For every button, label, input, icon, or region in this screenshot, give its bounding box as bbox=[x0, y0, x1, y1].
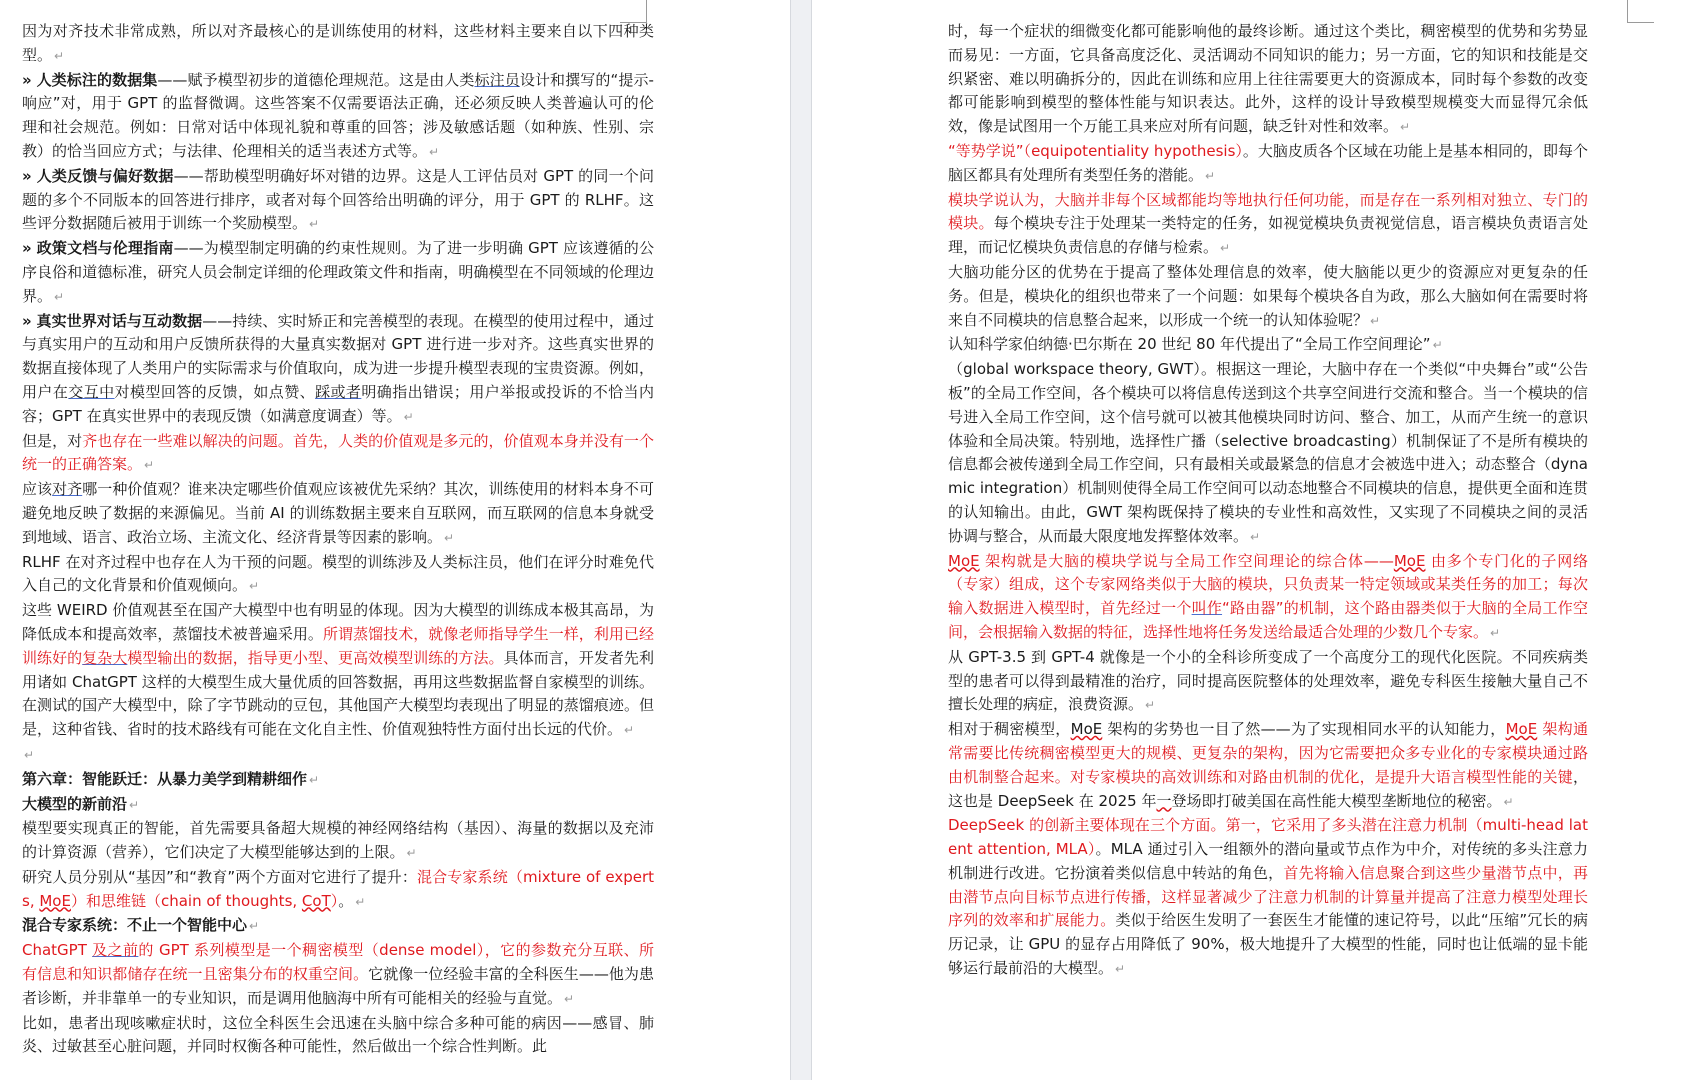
paragraph[interactable]: 大脑功能分区的优势在于提高了整体处理信息的效率，使大脑能以更少的资源应对更复杂的任务。但是，模块化的组织也带来了一个问题：如果每个模块各自为政，那么大脑如何在需要时将来自不同模块的信息整合起来，以形成一个统一的认知体验呢？ ↵ bbox=[948, 262, 1588, 329]
paragraph-mark-icon: ↵ bbox=[1250, 529, 1261, 544]
paragraph[interactable]: （global workspace theory, GWT）。根据这一理论，大脑中存在一个类似“中央舞台”或“公告板”的全局工作空间，各个模块可以将信息传送到这个共享空间进行交流和整合。当一个模块的信号进入全局工作空间，这个信号就可以被其他模块同时访问、整合、加工，从而产生统一的意识体验和全局决策。特别地，选择性广播（selective broadcasting）机制保证了不是所有模块的信息都会被传递到全局工作空间，只有最相关或最紧急的信息才会被选中进入；动态整合（dynamic integration）机制则使得全局工作空间可以动态地整合不同模块的信息，提供更全面和连贯的认知输出。由此，GWT 架构既保持了模块的专业性和高效性，又实现了不同模块之间的灵活协调与整合，从而最大限度地发挥整体效率。 ↵ bbox=[948, 360, 1588, 545]
page-corner-mark bbox=[1627, 0, 1654, 23]
paragraph[interactable]: 模型要实现真正的智能，首先需要具备超大规模的神经网络结构（基因）、海量的数据以及充沛的计算资源（营养），它们决定了大模型能够达到的上限。 ↵ bbox=[22, 819, 654, 862]
paragraph-mark-icon: ↵ bbox=[1205, 168, 1216, 183]
paragraph-mark-icon: ↵ bbox=[403, 409, 414, 424]
page-text-body[interactable] bbox=[948, 20, 1588, 982]
paragraph[interactable]: 从 GPT-3.5 到 GPT-4 就像是一个小的全科诊所变成了一个高度分工的现代化医院。不同疾病类型的患者可以得到最精准的治疗，同时提高医院整体的处理效率，避免专科医生接触大量自己不擅长处理的病症，浪费资源。 ↵ bbox=[948, 647, 1588, 714]
paragraph-mark-icon: ↵ bbox=[1490, 625, 1501, 640]
paragraph-mark-icon: ↵ bbox=[309, 772, 320, 787]
bullet-paragraph[interactable]: » 人类标注的数据集——赋予模型初步的道德伦理规范。这是由人类标注员设计和撰写的“提示-响应”对，用于 GPT 的监督微调。这些答案不仅需要语法正确，还必须反映人类普遍认可的伦理和社会规范。例如：日常对话中体现礼貌和尊重的回答；涉及敏感话题（如种族、性别、宗教）的恰当回应方式；与法律、伦理相关的适当表述方式等。 ↵ bbox=[22, 70, 654, 160]
page-gutter bbox=[790, 0, 812, 1080]
paragraph-mark-icon: ↵ bbox=[54, 289, 65, 304]
paragraph[interactable]: 认知科学家伯纳德·巴尔斯在 20 世纪 80 年代提出了“全局工作空间理论” ↵ bbox=[948, 335, 1443, 354]
document-page-left bbox=[0, 0, 790, 1080]
bullet-icon: » bbox=[22, 311, 32, 330]
bullet-paragraph[interactable]: » 真实世界对话与互动数据——持续、实时矫正和完善模型的表现。在模型的使用过程中，通过与真实用户的互动和用户反馈所获得的大量真实数据对 GPT 进行进一步对齐。这些真实世界的数据直接体现了人类用户的实际需求与价值取向，成为进一步提升模型表现的宝贵资源。例如，用户在交互中对模型回答的反馈，如点赞、踩或者明确指出错误；用户举报或投诉的不恰当内容；GPT 在真实世界中的表现反馈（如满意度调查）等。 ↵ bbox=[22, 311, 654, 425]
paragraph-mark-icon: ↵ bbox=[249, 919, 260, 934]
empty-paragraph[interactable] bbox=[22, 743, 654, 768]
paragraph[interactable]: ChatGPT 及之前的 GPT 系列模型是一个稠密模型（dense model），它的参数充分互联、所有信息和知识都储存在统一且密集分布的权重空间。它就像一位经验丰富的全科医生——他为患者诊断，并非靠单一的专业知识，而是调用他脑海中所有可能相关的经验与直觉。 ↵ bbox=[22, 941, 654, 1007]
paragraph-mark-icon: ↵ bbox=[624, 723, 635, 738]
bullet-paragraph[interactable]: » 政策文档与伦理指南——为模型制定明确的约束性规则。为了进一步明确 GPT 应该遵循的公序良俗和道德标准，研究人员会制定详细的伦理政策文件和指南，明确模型在不同领域的伦理边界。 ↵ bbox=[22, 239, 654, 305]
paragraph-mark-icon: ↵ bbox=[355, 894, 366, 909]
paragraph[interactable]: 相对于稠密模型，MoE 架构的劣势也一目了然——为了实现相同水平的认知能力，MoE 架构通常需要比传统稠密模型更大的规模、更复杂的架构，因为它需要把众多专业化的专家模块通过路由机制整合起来。对专家模块的高效训练和对路由机制的优化，是提升大语言模型性能的关键，这也是 DeepSeek 在 2025 年一登场即打破美国在高性能大模型垄断地位的秘密。 ↵ bbox=[948, 720, 1588, 810]
document-page-right bbox=[812, 0, 1688, 1080]
section-heading[interactable]: 混合专家系统：不止一个智能中心 ↵ bbox=[22, 916, 260, 935]
paragraph-mark-icon: ↵ bbox=[1370, 313, 1381, 328]
paragraph[interactable]: RLHF 在对齐过程中也存在人为干预的问题。模型的训练涉及人类标注员，他们在评分时难免代入自己的文化背景和价值观倾向。 ↵ bbox=[22, 552, 654, 595]
bullet-paragraph[interactable]: » 人类反馈与偏好数据——帮助模型明确好坏对错的边界。这是人工评估员对 GPT 的同一个问题的多个不同版本的回答进行排序，或者对每个回答给出明确的评分，用于 GPT 的 RLHF。这些评分数据随后被用于训练一个奖励模型。 ↵ bbox=[22, 166, 654, 233]
paragraph-mark-icon: ↵ bbox=[1400, 120, 1411, 135]
paragraph[interactable]: 应该对齐哪一种价值观？谁来决定哪些价值观应该被优先采纳？其次，训练使用的材料本身不可避免地反映了数据的来源偏见。当前 AI 的训练数据主要来自互联网，而互联网的信息本身就受到地域、语言、政治立场、主流文化、经济背景等因素的影响。 ↵ bbox=[22, 480, 654, 546]
bullet-icon: » bbox=[22, 239, 32, 258]
paragraph[interactable]: 但是，对齐也存在一些难以解决的问题。首先，人类的价值观是多元的，价值观本身并没有一个统一的正确答案。 ↵ bbox=[22, 431, 654, 474]
paragraph[interactable]: DeepSeek 的创新主要体现在三个方面。第一，它采用了多头潜在注意力机制（multi-head latent attention, MLA）。MLA 通过引入一组额外的潜向量或节点作为中介，对传统的多头注意力机制进行改进。它扮演着类似信息中转站的角色，首先将输入信息聚合到这些少量潜节点中，再由潜节点向目标节点进行传播，这样显著减少了注意力机制的计算量并提高了注意力模型处理长序列的效率和扩展能力。类似于给医生发明了一套医生才能懂的速记符号，以此“压缩”冗长的病历记录，让 GPU 的显存占用降低了 90%，极大地提升了大模型的性能，同时也让低端的显卡能够运行最前沿的大模型。 ↵ bbox=[948, 816, 1588, 978]
section-heading[interactable]: 大模型的新前沿 ↵ bbox=[22, 794, 140, 813]
chapter-heading[interactable]: 第六章：智能跃迁：从暴力美学到精耕细作 ↵ bbox=[22, 769, 320, 788]
paragraph-mark-icon: ↵ bbox=[564, 991, 575, 1006]
paragraph[interactable]: 因为对齐技术非常成熟，所以对齐最核心的是训练使用的材料，这些材料主要来自以下四种类型。 ↵ bbox=[22, 22, 654, 64]
paragraph-mark-icon: ↵ bbox=[1115, 962, 1126, 977]
bullet-icon: » bbox=[22, 70, 32, 89]
paragraph-mark-icon: ↵ bbox=[309, 217, 320, 232]
paragraph[interactable]: 比如，患者出现咳嗽症状时，这位全科医生会迅速在头脑中综合多种可能的病因——感冒、肺炎、过敏甚至心脏问题，并同时权衡各种可能性，然后做出一个综合性判断。此 bbox=[22, 1013, 654, 1056]
paragraph[interactable]: 研究人员分别从“基因”和“教育”两个方面对它进行了提升：混合专家系统（mixture of experts, MoE）和思维链（chain of thoughts, CoT）。 ↵ bbox=[22, 867, 655, 910]
paragraph[interactable]: MoE 架构就是大脑的模块学说与全局工作空间理论的综合体——MoE 由多个专门化的子网络（专家）组成，这个专家网络类似于大脑的模块，只负责某一特定领域或某类任务的加工；每次输入数据进入模型时，首先经过一个叫作“路由器”的机制，这个路由器类似于大脑的全局工作空间，会根据输入数据的特征，选择性地将任务发送给最适合处理的少数几个专家。 ↵ bbox=[948, 551, 1588, 641]
paragraph-mark-icon: ↵ bbox=[249, 579, 260, 594]
paragraph-mark-icon: ↵ bbox=[1145, 698, 1156, 713]
paragraph-mark-icon: ↵ bbox=[129, 797, 140, 812]
paragraph-mark-icon: ↵ bbox=[444, 530, 455, 545]
paragraph[interactable]: 模块学说认为，大脑并非每个区域都能均等地执行任何功能，而是存在一系列相对独立、专门的模块。每个模块专注于处理某一类特定的任务，如视觉模块负责视觉信息，语言模块负责语言处理，而记忆模块负责信息的存储与检索。 ↵ bbox=[948, 190, 1588, 257]
paragraph-mark-icon: ↵ bbox=[24, 747, 35, 762]
paragraph-mark-icon: ↵ bbox=[54, 48, 65, 63]
paragraph-mark-icon: ↵ bbox=[1432, 338, 1443, 353]
paragraph-mark-icon: ↵ bbox=[406, 846, 417, 861]
paragraph[interactable]: “等势学说”（equipotentiality hypothesis）。大脑皮质各个区域在功能上是基本相同的，即每个脑区都具有处理所有类型任务的潜能。 ↵ bbox=[948, 141, 1588, 184]
paragraph[interactable]: 这些 WEIRD 价值观甚至在国产大模型中也有明显的体现。因为大模型的训练成本极其高昂，为降低成本和提高效率，蒸馏技术被普遍采用。所谓蒸馏技术，就像老师指导学生一样，利用已经训练好的复杂大模型输出的数据，指导更小型、更高效模型训练的方法。具体而言，开发者先利用诸如 ChatGPT 这样的大模型生成大量优质的回答数据，再用这些数据监督自家模型的训练。在测试的国产大模型中，除了字节跳动的豆包，其他国产大模型均表现出了明显的蒸馏痕迹。但是，这种省钱、省时的技术路线有可能在文化自主性、价值观独特性方面付出长远的代价。 ↵ bbox=[22, 601, 654, 739]
bullet-icon: » bbox=[22, 166, 32, 185]
paragraph-mark-icon: ↵ bbox=[1503, 794, 1514, 809]
page-text-body[interactable] bbox=[22, 20, 654, 1059]
paragraph-mark-icon: ↵ bbox=[1220, 241, 1231, 256]
paragraph[interactable]: 时，每一个症状的细微变化都可能影响他的最终诊断。通过这个类比，稠密模型的优势和劣势显而易见：一方面，它具备高度泛化、灵活调动不同知识的能力；另一方面，它的知识和技能是交织紧密、难以明确拆分的，因此在训练和应用上往往需要更大的资源成本，同时每个参数的改变都可能影响到模型的整体性能与知识表达。此外，这样的设计导致模型规模变大而显得冗余低效，像是试图用一个万能工具来应对所有问题，缺乏针对性和效率。 ↵ bbox=[948, 22, 1588, 136]
paragraph-mark-icon: ↵ bbox=[144, 458, 155, 473]
paragraph-mark-icon: ↵ bbox=[429, 144, 440, 159]
